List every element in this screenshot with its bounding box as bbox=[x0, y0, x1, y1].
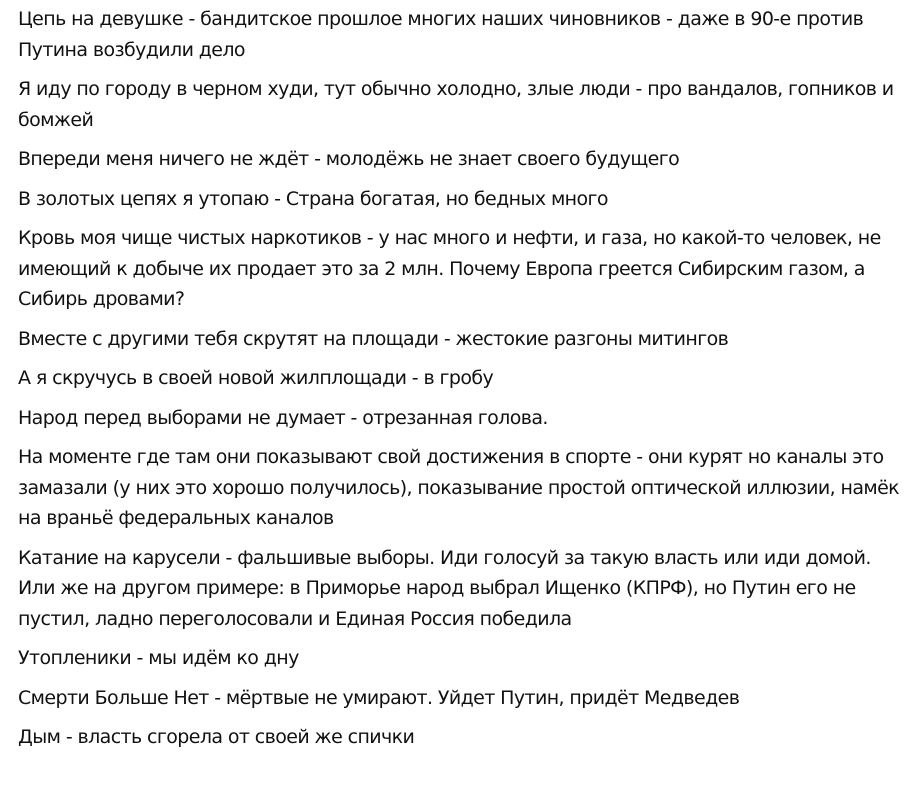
paragraph-blood-cleaner: Кровь моя чище чистых наркотиков - у нас много и нефти, и газа, но какой-то человек, не имеющий к добыче их продает это за 2 млн. Почему Европа греется Сибирским газом, а Сибирь дровами? bbox=[18, 227, 881, 310]
paragraph-square-arrests: Вместе с другими тебя скрутят на площади - жестокие разгоны митингов bbox=[18, 327, 729, 350]
paragraph-golden-chains: В золотых цепях я утопаю - Страна богатая, но бедных много bbox=[18, 187, 608, 210]
paragraph-smoke: Дым - власть сгорела от своей же спички bbox=[18, 726, 415, 748]
paragraph-drowned: Утопленики - мы идём ко дну bbox=[18, 647, 299, 669]
paragraph-black-hoodie: Я иду по городу в черном худи, тут обычно холодно, злые люди - про вандалов, гопников и бомжей bbox=[18, 78, 894, 131]
paragraph-no-more-death: Смерти Больше Нет - мёртвые не умирают. Уйдет Путин, придёт Медведев bbox=[18, 686, 740, 709]
paragraph-before-elections: Народ перед выборами не думает - отрезанная голова. bbox=[18, 406, 548, 429]
paragraph-nothing-ahead: Впереди меня ничего не ждёт - молодёжь не знает своего будущего bbox=[18, 148, 680, 170]
paragraph-new-living-space: А я скручусь в своей новой жилплощади - в гробу bbox=[18, 367, 494, 389]
paragraph-sports-achievements: На моменте где там они показывают свой достижения в спорте - они курят но каналы это замазали (у них это хорошо получилось), показывание простой оптической иллюзии, намёк на враньё федеральных каналов bbox=[18, 446, 900, 529]
paragraph-carousel-ride: Катание на карусели - фальшивые выборы. Иди голосуй за такую власть или иди домой. Или же на другом примере: в Приморье народ выбрал Ищенко (КПРФ), но Путин его не пустил, ладно переголосовали и Единая Россия победила bbox=[18, 546, 871, 630]
paragraph-chain-on-girl: Цепь на девушке - бандитское прошлое многих наших чиновников - даже в 90-е против Путина возбудили дело bbox=[18, 8, 864, 61]
document-body bbox=[18, 4, 902, 762]
